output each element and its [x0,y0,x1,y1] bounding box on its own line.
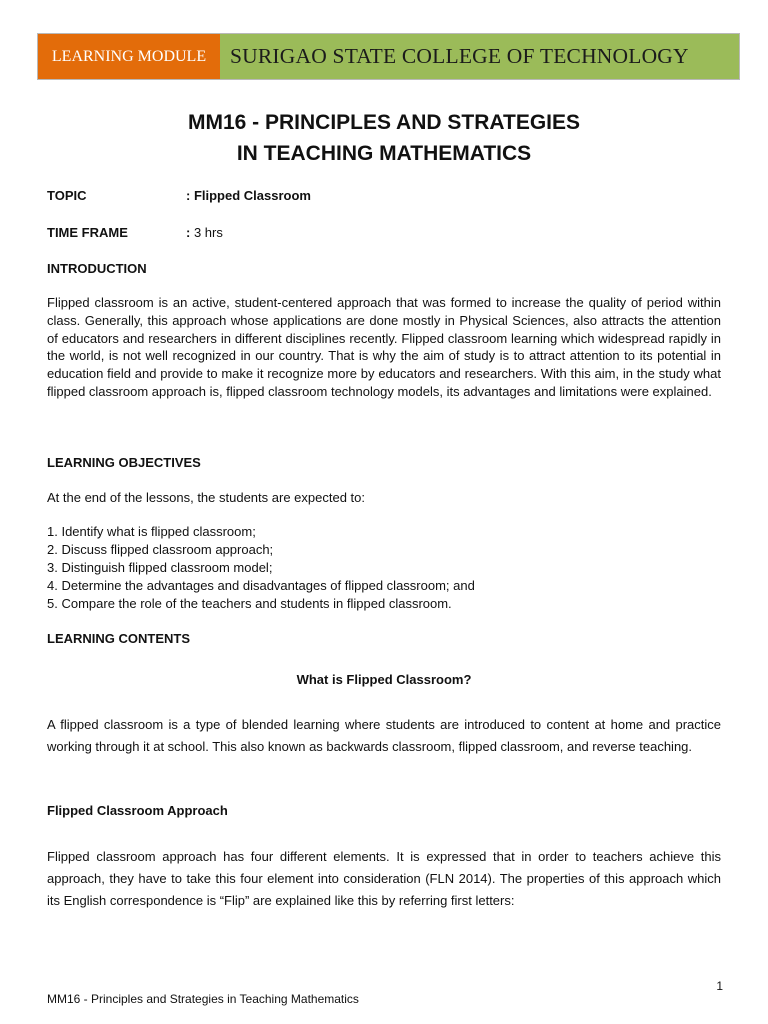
list-item: 5. Compare the role of the teachers and students in flipped classroom. [47,596,452,611]
time-frame-hours: 3 hrs [193,225,223,240]
list-item: 1. Identify what is flipped classroom; [47,524,256,539]
module-header [37,33,740,80]
footer-text: MM16 - Principles and Strategies in Teaching Mathematics [47,992,359,1006]
page-title-line2: IN TEACHING MATHEMATICS [236,142,532,165]
time-frame-value [186,225,223,240]
introduction-text: Flipped classroom is an active, student-centered approach that was formed to increase the quality of period within class. Generally, this approach whose applications are done mostly in Physical Sciences, also attracts the attention of educators and researchers in different disciplines recently. Flipped classroom learning which widespread rapidly in the world, is not well recognized in our country. That is why the aim of study is to attract attention to its potential in education field and provide to make it recognize more by educators and researchers. With this aim, in the study what flipped classroom approach is, flipped classroom technology models, its advantages and limitations were explained. [47,295,721,399]
approach-heading: Flipped Classroom Approach [47,803,228,818]
objectives-list [47,523,475,613]
college-name: SURIGAO STATE COLLEGE OF TECHNOLOGY [220,34,739,79]
topic-label: TOPIC [47,188,87,203]
list-item: 4. Determine the advantages and disadvantages of flipped classroom; and [47,578,475,593]
approach-text: Flipped classroom approach has four different elements. It is expressed that in order to teachers achieve this approach, they have to take this four element into consideration (FLN 2014). The properties of this approach which its English correspondence is “Flip” are explained like this by referring first letters: [47,849,721,908]
objectives-intro: At the end of the lessons, the students are expected to: [47,490,365,505]
objectives-heading: LEARNING OBJECTIVES [47,455,201,470]
introduction-heading: INTRODUCTION [47,261,147,276]
page-title-line1: MM16 - PRINCIPLES AND STRATEGIES [187,111,581,134]
what-is-flipped-heading: What is Flipped Classroom? [296,672,472,687]
page-number: 1 [716,979,723,993]
definition-text: A flipped classroom is a type of blended learning where students are introduced to content at home and practice working through it at school. This also known as backwards classroom, flipped classroom, and reverse teaching. [47,717,721,754]
list-item: 2. Discuss flipped classroom approach; [47,542,274,557]
time-frame-label: TIME FRAME [47,225,128,240]
learning-module-label: LEARNING MODULE [38,34,220,79]
list-item: 3. Distinguish flipped classroom model; [47,560,273,575]
time-frame-colon: : [186,225,191,240]
contents-heading: LEARNING CONTENTS [47,631,190,646]
topic-value: : Flipped Classroom [186,188,311,203]
